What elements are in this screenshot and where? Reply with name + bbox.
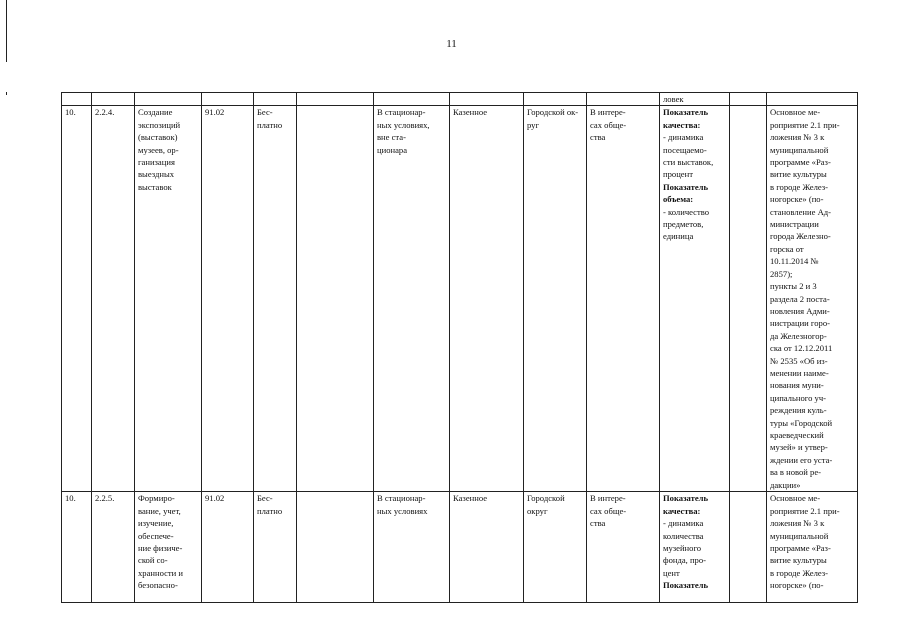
cell-no: 10. — [62, 492, 92, 603]
indicator-value: - динамика количества музейного фонда, про- цент — [663, 518, 707, 578]
cell-empty — [297, 93, 374, 106]
cell-interests — [587, 93, 660, 106]
cell-code: 2.2.4. — [92, 106, 135, 492]
indicator-label: Показатель качества: — [663, 493, 709, 516]
cell-basis — [767, 93, 858, 106]
cell-area: Городской ок- руг — [524, 106, 587, 492]
cell-conditions — [374, 93, 450, 106]
cell-indicators — [660, 492, 730, 603]
cell-okved: 91.02 — [202, 492, 254, 603]
indicator-tail: ловек — [663, 94, 684, 104]
cell-conditions: В стационар- ных условиях, вне ста- ционара — [374, 106, 450, 492]
cell-institution-type: Казенное — [450, 106, 524, 492]
cell-empty — [730, 93, 767, 106]
cell-payment: Бес- платно — [254, 492, 297, 603]
cell-no — [62, 93, 92, 106]
table-row — [62, 492, 858, 603]
indicator-label: Показатель объема: — [663, 181, 709, 205]
cell-institution-type: Казенное — [450, 492, 524, 603]
cell-indicators — [660, 106, 730, 492]
table-row — [62, 93, 858, 106]
cell-empty — [297, 106, 374, 492]
cell-area — [524, 93, 587, 106]
page-number: 11 — [446, 38, 457, 50]
indicator-value: - количество предметов, единица — [663, 206, 710, 242]
cell-name: Формиро- вание, учет, изучение, обеспече- ние физиче- ской со- хранности и безопасно- — [135, 492, 202, 603]
cell-interests: В интере- сах обще- ства — [587, 106, 660, 492]
cell-name — [135, 93, 202, 106]
cell-empty — [730, 106, 767, 492]
indicator-value: - динамика посещаемо- сти выставок, процент — [663, 132, 714, 180]
cell-okved — [202, 93, 254, 106]
indicator-label: Показатель качества: — [663, 107, 709, 130]
cell-empty — [730, 492, 767, 603]
cell-basis: Основное ме- роприятие 2.1 при- ложения № 3 к муниципальной программе «Раз- витие культуры в городе Желез- ногорске» (по- — [767, 492, 858, 603]
cell-no: 10. — [62, 106, 92, 492]
cell-area: Городской округ — [524, 492, 587, 603]
indicator-label: Показатель — [663, 580, 709, 591]
cell-empty — [297, 492, 374, 603]
cell-institution-type — [450, 93, 524, 106]
cell-code: 2.2.5. — [92, 492, 135, 603]
margin-mark — [6, 92, 7, 95]
services-register-table — [61, 92, 858, 603]
cell-interests: В интере- сах обще- ства — [587, 492, 660, 603]
cell-payment: Бес- платно — [254, 106, 297, 492]
cell-indicators — [660, 93, 730, 106]
table-row — [62, 106, 858, 492]
cell-conditions: В стационар- ных условиях — [374, 492, 450, 603]
cell-basis: Основное ме- роприятие 2.1 при- ложения № 3 к муниципальной программе «Раз- витие культуры в городе Желез- ногорске» (по- становление Ад- министрации города Железно- горска от 10.11.2014 № 2857); пункты 2 и 3 раздела 2 поста- новления Адми- нистрации горо- да Железногор- ска от 12.12.2011 № 2535 «Об из- менении наиме- нования муни- ципального уч- реждения куль- туры «Городской краеведческий музей» и утвер- ждении его уста- ва в новой ре- дакции» — [767, 106, 858, 492]
cell-payment — [254, 93, 297, 106]
cell-name: Создание экспозиций (выставок) музеев, ор- ганизация выездных выставок — [135, 106, 202, 492]
margin-mark — [6, 0, 7, 62]
cell-okved: 91.02 — [202, 106, 254, 492]
cell-code — [92, 93, 135, 106]
